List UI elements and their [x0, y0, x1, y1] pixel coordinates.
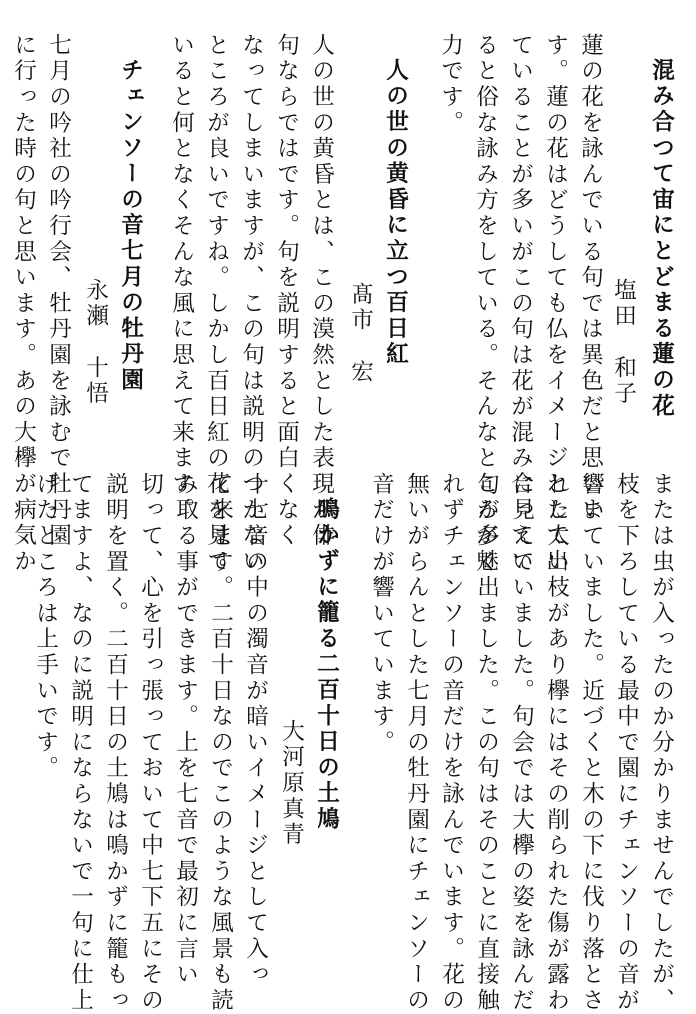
haiku-author-4: 大河原真青: [278, 719, 305, 848]
comment-line: 説明を置く。二百十日の土鳩は鳴かずに籠もっ: [102, 472, 129, 1014]
comment-line: 枝を下ろしている最中で園にチェンソーの音が: [613, 472, 640, 1014]
comment-line: み取る事ができます。上を七音で最初に言い: [172, 472, 199, 988]
comment-line: げたところは上手いです。: [32, 472, 59, 782]
haiku-author-1: 塩田 和子: [610, 278, 637, 407]
comment-line: ると俗な詠み方をしている。そんなところが魅: [472, 33, 499, 575]
comment-line: または虫が入ったのか分かりませんでしたが、: [648, 472, 675, 1014]
comment-line: 無いがらんとした七月の牡丹園にチェンソーの: [403, 472, 430, 1014]
comment-line: 句ならではです。句を説明すると面白くなく: [273, 33, 300, 549]
comment-line: 音だけが響いています。: [368, 472, 395, 756]
comment-line: 十七音の中の濁音が暗いイメージとして入っ: [242, 472, 269, 988]
comment-line: いると何となくそんな風に思えて来ます。: [168, 33, 195, 524]
haiku-author-3: 永瀬 十悟: [82, 278, 109, 407]
haiku-author-2: 髙市 宏: [347, 282, 374, 386]
comment-line: れた太い枝があり欅にはその削られた傷が露わ: [543, 472, 570, 1014]
comment-line: 響いていました。近づくと木の下に伐り落とさ: [578, 472, 605, 1014]
haiku-title-2: 人の世の黄昏に立つ百日紅: [382, 58, 409, 368]
comment-line: 切って、心を引っ張っておいて中七下五にその: [137, 472, 164, 1014]
comment-line: に見えていました。句会では大欅の姿を詠んだ: [508, 472, 535, 1014]
comment-line: 力です。: [437, 33, 464, 137]
comment-line: れずチェンソーの音だけを詠んでいます。花の: [438, 472, 465, 1014]
comment-line: てますよ、なのに説明にならないで一句に仕上: [67, 472, 94, 1014]
comment-line: ところが良いですね。しかし百日紅の花を見て: [203, 33, 230, 575]
comment-line: て来ます。二百十日なのでこのような風景も読: [207, 472, 234, 1014]
comment-line: なってしまいますが、この句は説明のつかない: [238, 33, 265, 575]
comment-line: 句が多く出ました。この句はそのことに直接触: [473, 472, 500, 1014]
haiku-title-4: 鳴かずに籠る二百十日の土鳩: [313, 497, 340, 833]
comment-line: す。蓮の花はどうしても仏をイメージとして出: [542, 33, 569, 575]
comment-line: 蓮の花を詠んでいる句では異色だと思いま: [577, 33, 604, 524]
comment-line: ていることが多いがこの句は花が混み合ってい: [507, 33, 534, 575]
haiku-title-3: チェンソーの音七月の牡丹園: [117, 58, 144, 394]
comment-line: 人の世の黄昏とは、この漠然とした表現が俳: [308, 33, 335, 549]
comment-line: に行った時の句と思います。あの大欅が病気か: [10, 33, 37, 575]
haiku-title-1: 混み合つて宙にとどまる蓮の花: [648, 58, 675, 420]
comment-line: 七月の吟社の吟行会、牡丹園を詠むで牡丹園: [45, 33, 72, 549]
